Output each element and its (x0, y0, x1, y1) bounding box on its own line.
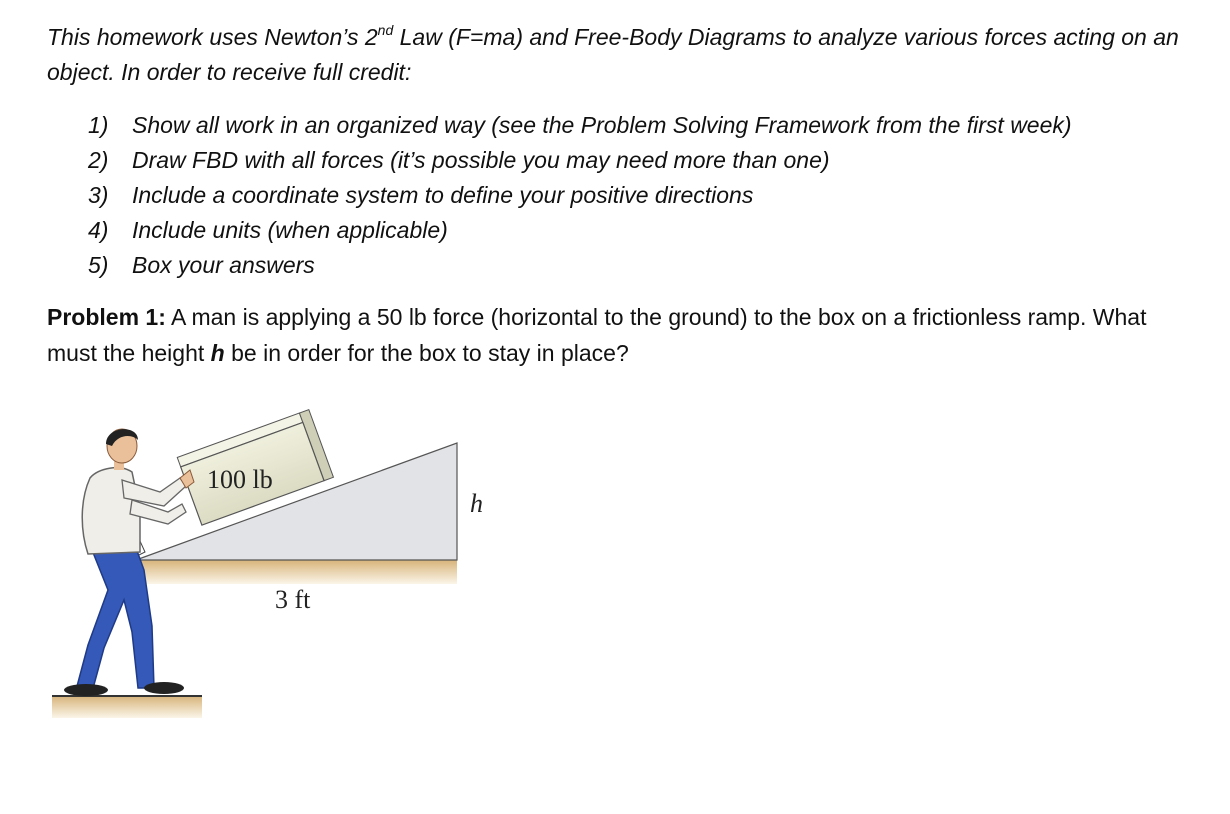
list-item-text: Include units (when applicable) (132, 217, 448, 243)
list-item (88, 143, 1072, 178)
list-item (88, 108, 1072, 143)
list-item-text: Show all work in an organized way (see the Problem Solving Framework from the first week) (132, 112, 1072, 138)
ramp-ground (136, 560, 457, 584)
list-item-number: 1) (88, 112, 109, 138)
list-item-number: 3) (88, 182, 109, 208)
man-ground (52, 696, 202, 718)
problem-label: Problem 1: (47, 304, 166, 330)
intro-superscript: nd (377, 22, 394, 39)
height-label: h (470, 489, 483, 518)
problem-variable: h (210, 340, 225, 366)
problem-statement (47, 299, 1197, 371)
list-item-text: Draw FBD with all forces (it’s possible you may need more than one) (132, 147, 830, 173)
base-length-label: 3 ft (275, 585, 311, 614)
list-item (88, 178, 1072, 213)
list-item-number: 4) (88, 217, 109, 243)
problem-text-start: A man is applying a 50 lb force (horizontal to the ground) to the box on a frictionless ramp. What must the height (47, 304, 1147, 366)
list-item (88, 248, 1072, 283)
list-item-text: Box your answers (132, 252, 315, 278)
requirements-list (88, 108, 1072, 283)
intro-text-start: This homework uses Newton’s 2 (47, 24, 378, 50)
list-item-number: 5) (88, 252, 109, 278)
intro-paragraph (47, 20, 1197, 90)
problem-text-end: be in order for the box to stay in place? (224, 340, 629, 366)
intro-text-end: Law (F=ma) and Free-Body Diagrams to analyze various forces acting on an object. In order to receive full credit: (47, 24, 1179, 85)
list-item-text: Include a coordinate system to define your positive directions (132, 182, 754, 208)
ramp-figure (40, 400, 483, 730)
box-weight-label: 100 lb (207, 465, 273, 494)
list-item-number: 2) (88, 147, 109, 173)
list-item (88, 213, 1072, 248)
